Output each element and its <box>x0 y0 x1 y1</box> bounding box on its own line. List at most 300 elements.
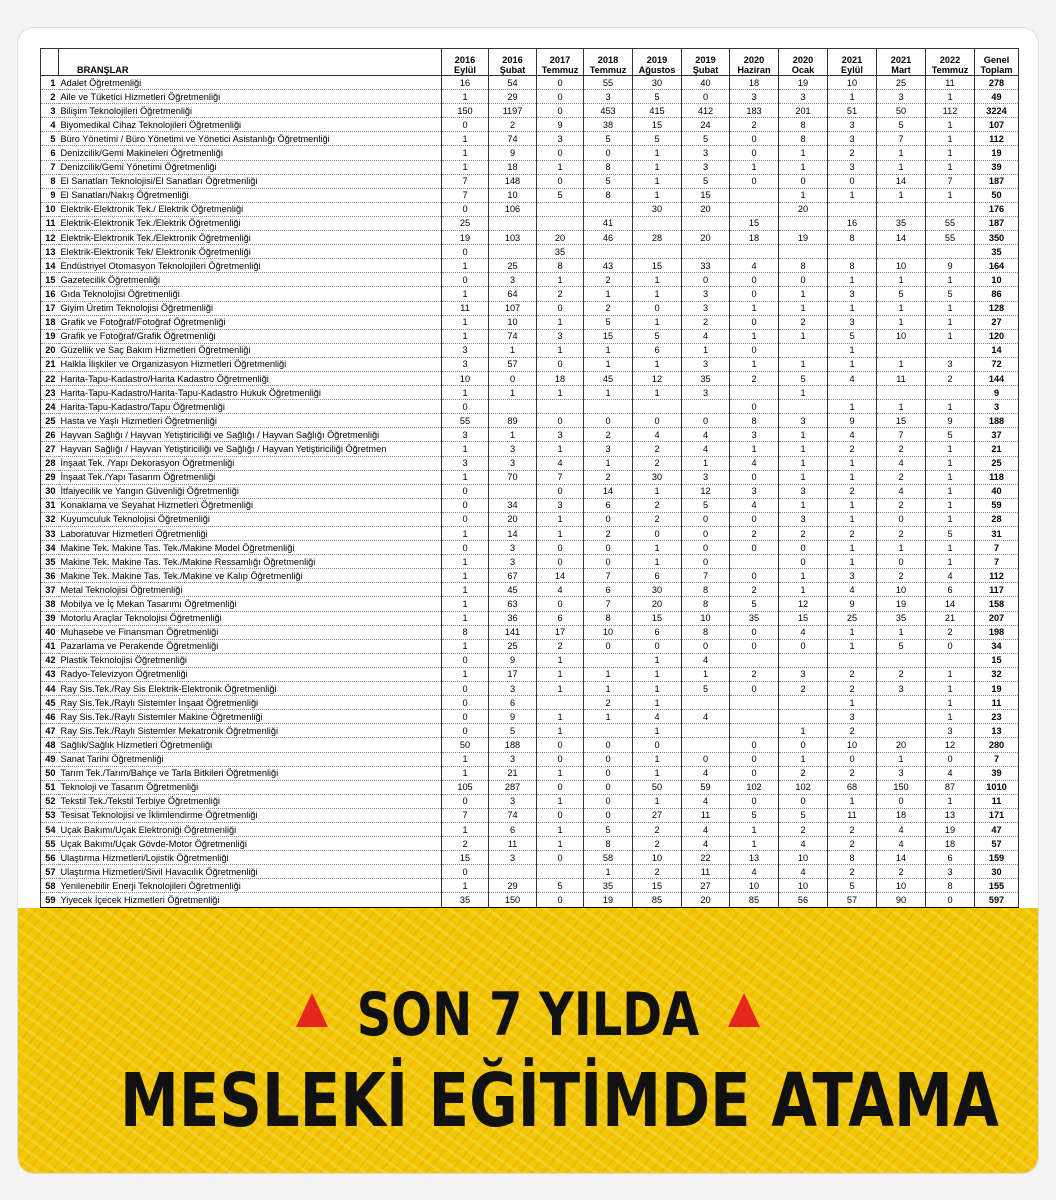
value-cell: 0 <box>537 752 584 766</box>
value-cell: 10 <box>877 329 926 343</box>
value-cell: 0 <box>779 738 828 752</box>
value-cell: 70 <box>489 470 537 484</box>
value-cell <box>682 400 730 414</box>
value-cell: 10 <box>828 738 877 752</box>
table-row <box>41 202 1019 216</box>
table-row <box>41 738 1019 752</box>
value-cell: 1 <box>584 357 633 371</box>
value-cell <box>682 738 730 752</box>
value-cell: 150 <box>877 780 926 794</box>
value-cell: 2 <box>828 724 877 738</box>
value-cell: 1 <box>633 287 682 301</box>
value-cell: 2 <box>537 287 584 301</box>
column-header-year: 2017 <box>549 55 571 65</box>
value-cell: 0 <box>633 414 682 428</box>
value-cell <box>730 245 779 259</box>
value-cell: 0 <box>584 794 633 808</box>
value-cell: 64 <box>489 287 537 301</box>
value-cell: 25 <box>828 611 877 625</box>
value-cell: 0 <box>537 357 584 371</box>
value-cell: 2 <box>633 837 682 851</box>
row-number: 8 <box>41 174 59 188</box>
value-cell: 0 <box>537 597 584 611</box>
value-cell: 1 <box>584 710 633 724</box>
value-cell: 0 <box>682 414 730 428</box>
value-cell: 2 <box>633 456 682 470</box>
value-cell: 2 <box>730 118 779 132</box>
value-cell: 0 <box>730 639 779 653</box>
value-cell: 2 <box>584 273 633 287</box>
value-cell: 3 <box>537 498 584 512</box>
row-number: 56 <box>41 851 59 865</box>
value-cell: 3 <box>489 682 537 696</box>
value-cell: 8 <box>584 837 633 851</box>
value-cell: 0 <box>633 527 682 541</box>
value-cell: 21 <box>926 611 975 625</box>
value-cell: 85 <box>633 893 682 908</box>
value-cell: 19 <box>779 231 828 245</box>
header-branch-cell: BRANŞLAR <box>59 49 442 76</box>
row-total-cell: 117 <box>975 583 1019 597</box>
column-header-month: Temmuz <box>541 65 579 75</box>
value-cell: 3 <box>489 273 537 287</box>
row-number: 3 <box>41 104 59 118</box>
value-cell: 58 <box>584 851 633 865</box>
value-cell: 29 <box>489 879 537 893</box>
table-row <box>41 667 1019 681</box>
value-cell: 5 <box>828 329 877 343</box>
value-cell: 4 <box>828 428 877 442</box>
value-cell: 5 <box>537 188 584 202</box>
value-cell: 1 <box>537 766 584 780</box>
row-number: 11 <box>41 216 59 230</box>
value-cell: 3 <box>877 90 926 104</box>
value-cell <box>584 400 633 414</box>
value-cell: 0 <box>730 512 779 526</box>
value-cell: 0 <box>442 118 489 132</box>
value-cell: 11 <box>926 76 975 90</box>
value-cell: 1 <box>442 259 489 273</box>
value-cell <box>877 710 926 724</box>
table-row <box>41 301 1019 315</box>
value-cell: 1 <box>926 442 975 456</box>
value-cell: 3 <box>489 456 537 470</box>
row-total-cell: 176 <box>975 202 1019 216</box>
value-cell <box>779 696 828 710</box>
row-total-cell: 31 <box>975 527 1019 541</box>
value-cell: 15 <box>633 118 682 132</box>
row-number: 30 <box>41 484 59 498</box>
value-cell: 0 <box>442 202 489 216</box>
value-cell: 0 <box>730 682 779 696</box>
value-cell: 1 <box>442 879 489 893</box>
branch-name: Radyo-Televizyon Öğretmenliği <box>59 667 442 681</box>
value-cell: 14 <box>489 527 537 541</box>
row-total-cell: 72 <box>975 357 1019 371</box>
value-cell: 1 <box>633 724 682 738</box>
value-cell: 106 <box>489 202 537 216</box>
row-total-cell: 597 <box>975 893 1019 908</box>
row-total-cell: 11 <box>975 794 1019 808</box>
column-header <box>877 49 926 76</box>
value-cell: 3 <box>489 541 537 555</box>
value-cell: 1 <box>489 343 537 357</box>
column-header-month: Ocak <box>791 65 815 75</box>
value-cell: 3 <box>779 90 828 104</box>
row-number: 20 <box>41 343 59 357</box>
column-header-year: Genel <box>983 55 1010 65</box>
value-cell: 5 <box>584 174 633 188</box>
value-cell: 0 <box>442 653 489 667</box>
value-cell: 9 <box>828 414 877 428</box>
row-number: 35 <box>41 555 59 569</box>
row-number: 51 <box>41 780 59 794</box>
value-cell: 3 <box>779 512 828 526</box>
value-cell: 1 <box>537 682 584 696</box>
column-header-year: 2022 <box>939 55 961 65</box>
value-cell: 36 <box>489 611 537 625</box>
value-cell: 0 <box>537 174 584 188</box>
row-number: 53 <box>41 808 59 822</box>
value-cell: 18 <box>877 808 926 822</box>
value-cell: 9 <box>489 653 537 667</box>
value-cell: 3 <box>779 414 828 428</box>
value-cell: 17 <box>537 625 584 639</box>
table-row <box>41 76 1019 90</box>
value-cell: 1 <box>633 174 682 188</box>
branch-name: Harita-Tapu-Kadastro/Tapu Öğretmenliği <box>59 400 442 414</box>
value-cell: 1 <box>926 710 975 724</box>
value-cell: 1 <box>828 625 877 639</box>
value-cell: 3 <box>730 90 779 104</box>
headline-banner <box>18 908 1038 1173</box>
value-cell: 16 <box>442 76 489 90</box>
value-cell: 25 <box>442 216 489 230</box>
value-cell: 8 <box>730 414 779 428</box>
value-cell: 1 <box>489 386 537 400</box>
value-cell: 15 <box>633 259 682 273</box>
value-cell <box>730 724 779 738</box>
value-cell: 35 <box>537 245 584 259</box>
value-cell: 6 <box>584 498 633 512</box>
column-header-month: Şubat <box>499 65 526 75</box>
value-cell: 0 <box>442 498 489 512</box>
table-row <box>41 569 1019 583</box>
value-cell: 1 <box>442 527 489 541</box>
value-cell: 2 <box>682 315 730 329</box>
value-cell: 1 <box>926 667 975 681</box>
value-cell <box>489 400 537 414</box>
value-cell <box>730 555 779 569</box>
value-cell: 2 <box>926 625 975 639</box>
value-cell: 11 <box>682 808 730 822</box>
value-cell: 55 <box>584 76 633 90</box>
value-cell: 20 <box>682 893 730 908</box>
branch-name: Giyim Üretim Teknolojisi Öğretmenliği <box>59 301 442 315</box>
branch-name: Uçak Bakımı/Uçak Gövde-Motor Öğretmenliği <box>59 837 442 851</box>
column-header-year: 2018 <box>597 55 619 65</box>
value-cell: 22 <box>682 851 730 865</box>
value-cell: 2 <box>584 470 633 484</box>
value-cell: 4 <box>730 456 779 470</box>
branch-name: Denizcilik/Gemi Makineleri Öğretmenliği <box>59 146 442 160</box>
value-cell: 6 <box>926 583 975 597</box>
table-row <box>41 329 1019 343</box>
value-cell: 1 <box>633 667 682 681</box>
value-cell: 1 <box>828 696 877 710</box>
value-cell: 38 <box>584 118 633 132</box>
column-header <box>537 49 584 76</box>
value-cell: 1 <box>926 696 975 710</box>
row-number: 54 <box>41 822 59 836</box>
value-cell: 4 <box>633 710 682 724</box>
value-cell: 1 <box>828 273 877 287</box>
branch-name: Aile ve Tüketici Hizmetleri Öğretmenliği <box>59 90 442 104</box>
value-cell: 0 <box>682 527 730 541</box>
row-number: 14 <box>41 259 59 273</box>
value-cell: 1 <box>537 315 584 329</box>
value-cell: 415 <box>633 104 682 118</box>
table-header <box>41 49 1019 76</box>
value-cell: 2 <box>828 527 877 541</box>
branch-name: Uçak Bakımı/Uçak Elektroniği Öğretmenliği <box>59 822 442 836</box>
value-cell: 1 <box>633 766 682 780</box>
row-total-cell: 112 <box>975 569 1019 583</box>
post-card <box>18 28 1038 1173</box>
table-row <box>41 639 1019 653</box>
value-cell: 1 <box>537 837 584 851</box>
value-cell: 3 <box>489 851 537 865</box>
value-cell <box>682 245 730 259</box>
value-cell: 7 <box>537 470 584 484</box>
row-number: 23 <box>41 386 59 400</box>
row-total-cell: 7 <box>975 555 1019 569</box>
value-cell: 105 <box>442 780 489 794</box>
value-cell: 2 <box>537 639 584 653</box>
value-cell: 8 <box>584 160 633 174</box>
value-cell: 30 <box>633 202 682 216</box>
value-cell: 5 <box>779 808 828 822</box>
value-cell: 1 <box>730 329 779 343</box>
value-cell: 87 <box>926 780 975 794</box>
table-row <box>41 752 1019 766</box>
value-cell: 0 <box>537 414 584 428</box>
value-cell: 1 <box>537 794 584 808</box>
value-cell: 8 <box>828 851 877 865</box>
column-header <box>828 49 877 76</box>
value-cell: 1 <box>633 484 682 498</box>
value-cell: 0 <box>442 696 489 710</box>
value-cell: 1 <box>537 822 584 836</box>
value-cell: 0 <box>682 541 730 555</box>
value-cell: 50 <box>442 738 489 752</box>
value-cell: 3 <box>537 132 584 146</box>
table-row <box>41 498 1019 512</box>
value-cell: 2 <box>633 865 682 879</box>
value-cell: 74 <box>489 329 537 343</box>
value-cell: 0 <box>779 273 828 287</box>
value-cell: 2 <box>730 667 779 681</box>
value-cell: 103 <box>489 231 537 245</box>
value-cell: 0 <box>584 780 633 794</box>
value-cell: 107 <box>489 301 537 315</box>
value-cell: 1 <box>926 301 975 315</box>
value-cell: 4 <box>682 710 730 724</box>
value-cell: 3 <box>828 287 877 301</box>
value-cell: 1 <box>926 400 975 414</box>
table-row <box>41 386 1019 400</box>
value-cell: 201 <box>779 104 828 118</box>
value-cell: 10 <box>442 371 489 385</box>
value-cell: 1 <box>828 794 877 808</box>
branch-name: Makine Tek. Makine Tas. Tek./Makine Ressamlığı Öğretmenliği <box>59 555 442 569</box>
value-cell: 7 <box>442 188 489 202</box>
value-cell: 7 <box>877 132 926 146</box>
value-cell <box>877 343 926 357</box>
row-number: 47 <box>41 724 59 738</box>
value-cell: 6 <box>584 583 633 597</box>
headline-line-1 <box>120 980 936 1050</box>
branch-name: Muhasebe ve Finansman Öğretmenliği <box>59 625 442 639</box>
value-cell: 1 <box>537 273 584 287</box>
value-cell: 85 <box>730 893 779 908</box>
value-cell: 8 <box>779 132 828 146</box>
value-cell: 0 <box>584 541 633 555</box>
value-cell: 1 <box>442 442 489 456</box>
branch-name: Motorlu Araçlar Teknolojisi Öğretmenliği <box>59 611 442 625</box>
value-cell: 9 <box>489 146 537 160</box>
value-cell: 1 <box>730 357 779 371</box>
value-cell: 10 <box>877 583 926 597</box>
row-number: 46 <box>41 710 59 724</box>
value-cell: 1 <box>926 118 975 132</box>
value-cell: 0 <box>730 470 779 484</box>
row-total-cell: 19 <box>975 146 1019 160</box>
column-header-month: Temmuz <box>589 65 627 75</box>
row-total-cell: 3224 <box>975 104 1019 118</box>
table-row <box>41 132 1019 146</box>
value-cell: 74 <box>489 132 537 146</box>
value-cell: 13 <box>730 851 779 865</box>
value-cell <box>926 653 975 667</box>
table-row <box>41 287 1019 301</box>
value-cell: 3 <box>537 428 584 442</box>
column-header <box>442 49 489 76</box>
branch-name: Büro Yönetimi / Büro Yönetimi ve Yönetici Asistanlığı Öğretmenliği <box>59 132 442 146</box>
row-total-cell: 107 <box>975 118 1019 132</box>
value-cell: 0 <box>442 484 489 498</box>
value-cell: 6 <box>489 696 537 710</box>
value-cell: 14 <box>877 174 926 188</box>
row-total-cell: 11 <box>975 696 1019 710</box>
value-cell: 3 <box>828 118 877 132</box>
value-cell: 0 <box>537 541 584 555</box>
value-cell: 20 <box>537 231 584 245</box>
value-cell: 4 <box>682 837 730 851</box>
row-total-cell: 1010 <box>975 780 1019 794</box>
branch-name: Metal Teknolojisi Öğretmenliği <box>59 583 442 597</box>
value-cell: 1 <box>877 625 926 639</box>
value-cell: 5 <box>584 315 633 329</box>
row-total-cell: 10 <box>975 273 1019 287</box>
value-cell: 28 <box>633 231 682 245</box>
table-row <box>41 851 1019 865</box>
value-cell: 2 <box>828 484 877 498</box>
value-cell <box>537 216 584 230</box>
table-row <box>41 794 1019 808</box>
value-cell: 1 <box>633 555 682 569</box>
row-total-cell: 9 <box>975 386 1019 400</box>
value-cell: 15 <box>633 611 682 625</box>
value-cell: 19 <box>877 597 926 611</box>
value-cell: 3 <box>926 865 975 879</box>
value-cell: 4 <box>730 259 779 273</box>
value-cell: 1 <box>926 160 975 174</box>
value-cell: 2 <box>877 865 926 879</box>
branch-name: Kuyumculuk Teknolojisi Öğretmenliği <box>59 512 442 526</box>
value-cell: 0 <box>779 174 828 188</box>
row-total-cell: 14 <box>975 343 1019 357</box>
value-cell: 2 <box>779 822 828 836</box>
value-cell: 5 <box>926 428 975 442</box>
row-number: 55 <box>41 837 59 851</box>
value-cell: 56 <box>779 893 828 908</box>
value-cell: 1 <box>877 357 926 371</box>
value-cell: 2 <box>779 315 828 329</box>
value-cell: 2 <box>828 837 877 851</box>
value-cell <box>779 710 828 724</box>
value-cell: 3 <box>828 132 877 146</box>
value-cell: 29 <box>489 90 537 104</box>
value-cell: 50 <box>877 104 926 118</box>
value-cell <box>489 484 537 498</box>
branch-name: Endüstriyel Otomasyon Teknolojileri Öğretmenliği <box>59 259 442 273</box>
table-row <box>41 625 1019 639</box>
branch-name: Laboratuvar Hizmetleri Öğretmenliği <box>59 527 442 541</box>
value-cell <box>730 696 779 710</box>
value-cell: 1 <box>779 456 828 470</box>
value-cell: 90 <box>877 893 926 908</box>
value-cell: 4 <box>926 766 975 780</box>
value-cell: 1 <box>779 301 828 315</box>
branch-name: Elektrik-Elektronik Tek./Elektronik Öğretmenliği <box>59 231 442 245</box>
row-number: 15 <box>41 273 59 287</box>
value-cell: 0 <box>442 710 489 724</box>
value-cell: 1 <box>877 160 926 174</box>
value-cell: 1 <box>537 527 584 541</box>
value-cell: 55 <box>926 216 975 230</box>
value-cell <box>584 245 633 259</box>
value-cell: 8 <box>442 625 489 639</box>
value-cell: 0 <box>828 752 877 766</box>
value-cell: 5 <box>779 371 828 385</box>
table-row <box>41 484 1019 498</box>
value-cell: 1 <box>442 132 489 146</box>
value-cell: 1 <box>926 273 975 287</box>
value-cell: 1 <box>730 301 779 315</box>
table-row <box>41 682 1019 696</box>
value-cell: 3 <box>584 442 633 456</box>
value-cell: 9 <box>926 414 975 428</box>
row-number: 34 <box>41 541 59 555</box>
value-cell: 34 <box>489 498 537 512</box>
row-total-cell: 40 <box>975 484 1019 498</box>
value-cell: 5 <box>730 808 779 822</box>
row-number: 42 <box>41 653 59 667</box>
value-cell: 19 <box>442 231 489 245</box>
value-cell <box>682 724 730 738</box>
value-cell: 20 <box>779 202 828 216</box>
